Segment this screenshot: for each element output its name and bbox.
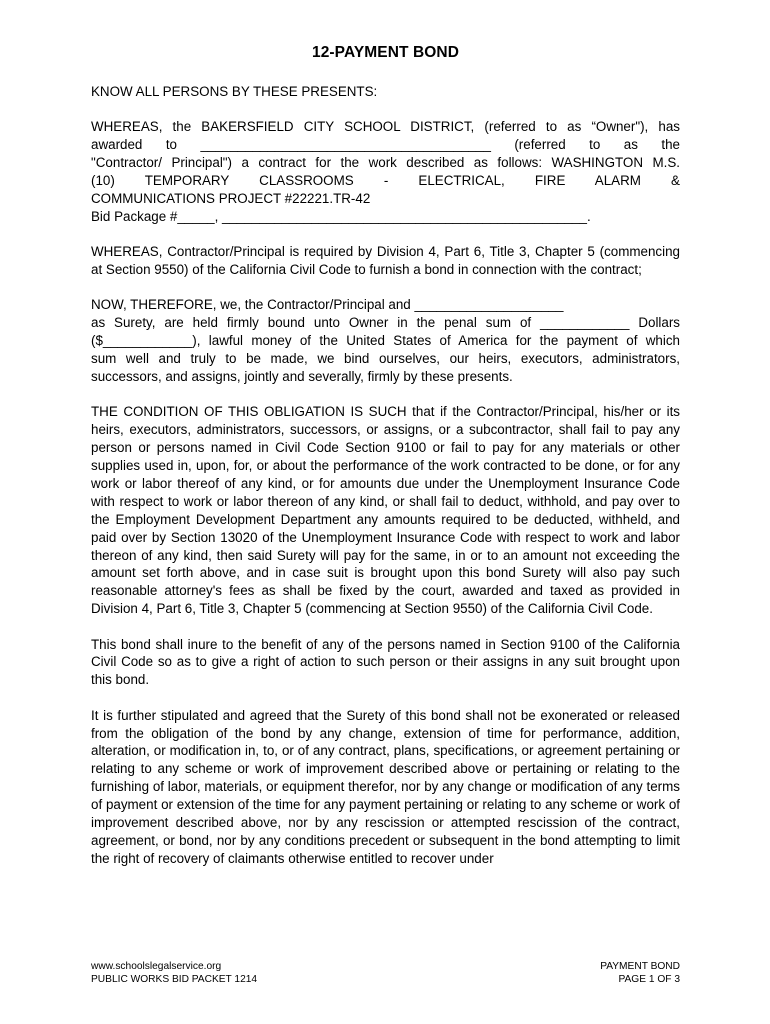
whereas1-line: WHEREAS, the BAKERSFIELD CITY SCHOOL DISTRICT, (referred to as “Owner"), has [91, 119, 680, 135]
whereas1-line: Bid Package #_____, _________________________________________________. [91, 208, 591, 224]
footer-page-number: PAGE 1 OF 3 [618, 974, 680, 985]
whereas1-line: COMMUNICATIONS PROJECT #22221.TR-42 [91, 190, 371, 206]
whereas-paragraph-2: WHEREAS, Contractor/Principal is required by Division 4, Part 6, Title 3, Chapter 5 (commencing at Section 9550) of the California Civil Code to furnish a bond in connection with the contract; [91, 244, 680, 278]
now-therefore-line: as Surety, are held firmly bound unto Owner in the penal sum of ____________ Dollars [91, 315, 680, 331]
now-therefore-line: ($____________), lawful money of the United States of America for the payment of which [91, 333, 680, 349]
footer-left [91, 960, 257, 986]
document-title: 12-PAYMENT BOND [311, 44, 460, 61]
footer-packet: PUBLIC WORKS BID PACKET 1214 [91, 974, 258, 985]
whereas-paragraph-1 [91, 118, 680, 225]
opening-paragraph: KNOW ALL PERSONS BY THESE PRESENTS: [91, 84, 378, 99]
now-therefore-line: successors, and assigns, jointly and severally, firmly by these presents. [91, 368, 513, 384]
inure-paragraph: This bond shall inure to the benefit of any of the persons named in Section 9100 of the California Civil Code so as to give a right of action to such person or their assigns in any suit brought upon this bond. [91, 636, 680, 688]
now-therefore-line: NOW, THEREFORE, we, the Contractor/Principal and ____________________ [91, 297, 564, 313]
footer-doc-name: PAYMENT BOND [600, 961, 680, 972]
now-therefore-paragraph [91, 296, 680, 386]
whereas1-line: "Contractor/ Principal") a contract for the work described as follows: WASHINGTON M.S. [91, 155, 680, 171]
whereas1-line: awarded to _______________________________________ (referred to as the [91, 137, 680, 153]
whereas1-line: (10) TEMPORARY CLASSROOMS - ELECTRICAL, FIRE ALARM & [91, 173, 680, 189]
footer-website: www.schoolslegalservice.org [91, 961, 222, 972]
now-therefore-line: sum well and truly to be made, we bind ourselves, our heirs, executors, administrators, [91, 351, 680, 367]
footer-right [600, 960, 680, 986]
condition-paragraph: THE CONDITION OF THIS OBLIGATION IS SUCH that if the Contractor/Principal, his/her or its heirs, executors, administrators, successors, or assigns, or a subcontractor, shall fail to pay any person or persons named in Civil Code Section 9100 or fail to pay for any materials or other supplies used in, upon, for, or about the performance of the work contracted to be done, or for any work or labor thereof of any kind, or for amounts due under the Unemployment Insurance Code with respect to work or labor thereon of any kind, or shall fail to deduct, withhold, and pay over to the Employment Development Department any amounts required to be deducted, withheld, and paid over by Section 13020 of the Unemployment Insurance Code with respect to work and labor thereon of any kind, then said Surety will pay for the same, in or to an amount not exceeding the amount set forth above, and in case suit is brought upon this bond Surety will also pay such reasonable attorney's fees as shall be fixed by the court, awarded and taxed as provided in Division 4, Part 6, Title 3, Chapter 5 (commencing at Section 9550) of the California Civil Code. [91, 404, 680, 617]
stipulated-paragraph: It is further stipulated and agreed that the Surety of this bond shall not be exonerated or released from the obligation of the bond by any change, extension of time for performance, addition, alteration, or modification in, to, or of any contract, plans, specifications, or agreement pertaining or relating to any scheme or work of improvement described above or pertaining or relating to the furnishing of labor, materials, or equipment therefor, nor by any change or modification of any terms of payment or extension of the time for any payment pertaining or relating to any scheme or work of improvement described above, nor by any rescission or attempted rescission of the contract, agreement, or bond, nor by any conditions precedent or subsequent in the bond attempting to limit the right of recovery of claimants otherwise entitled to recover under [91, 707, 680, 866]
document-page [91, 44, 680, 885]
